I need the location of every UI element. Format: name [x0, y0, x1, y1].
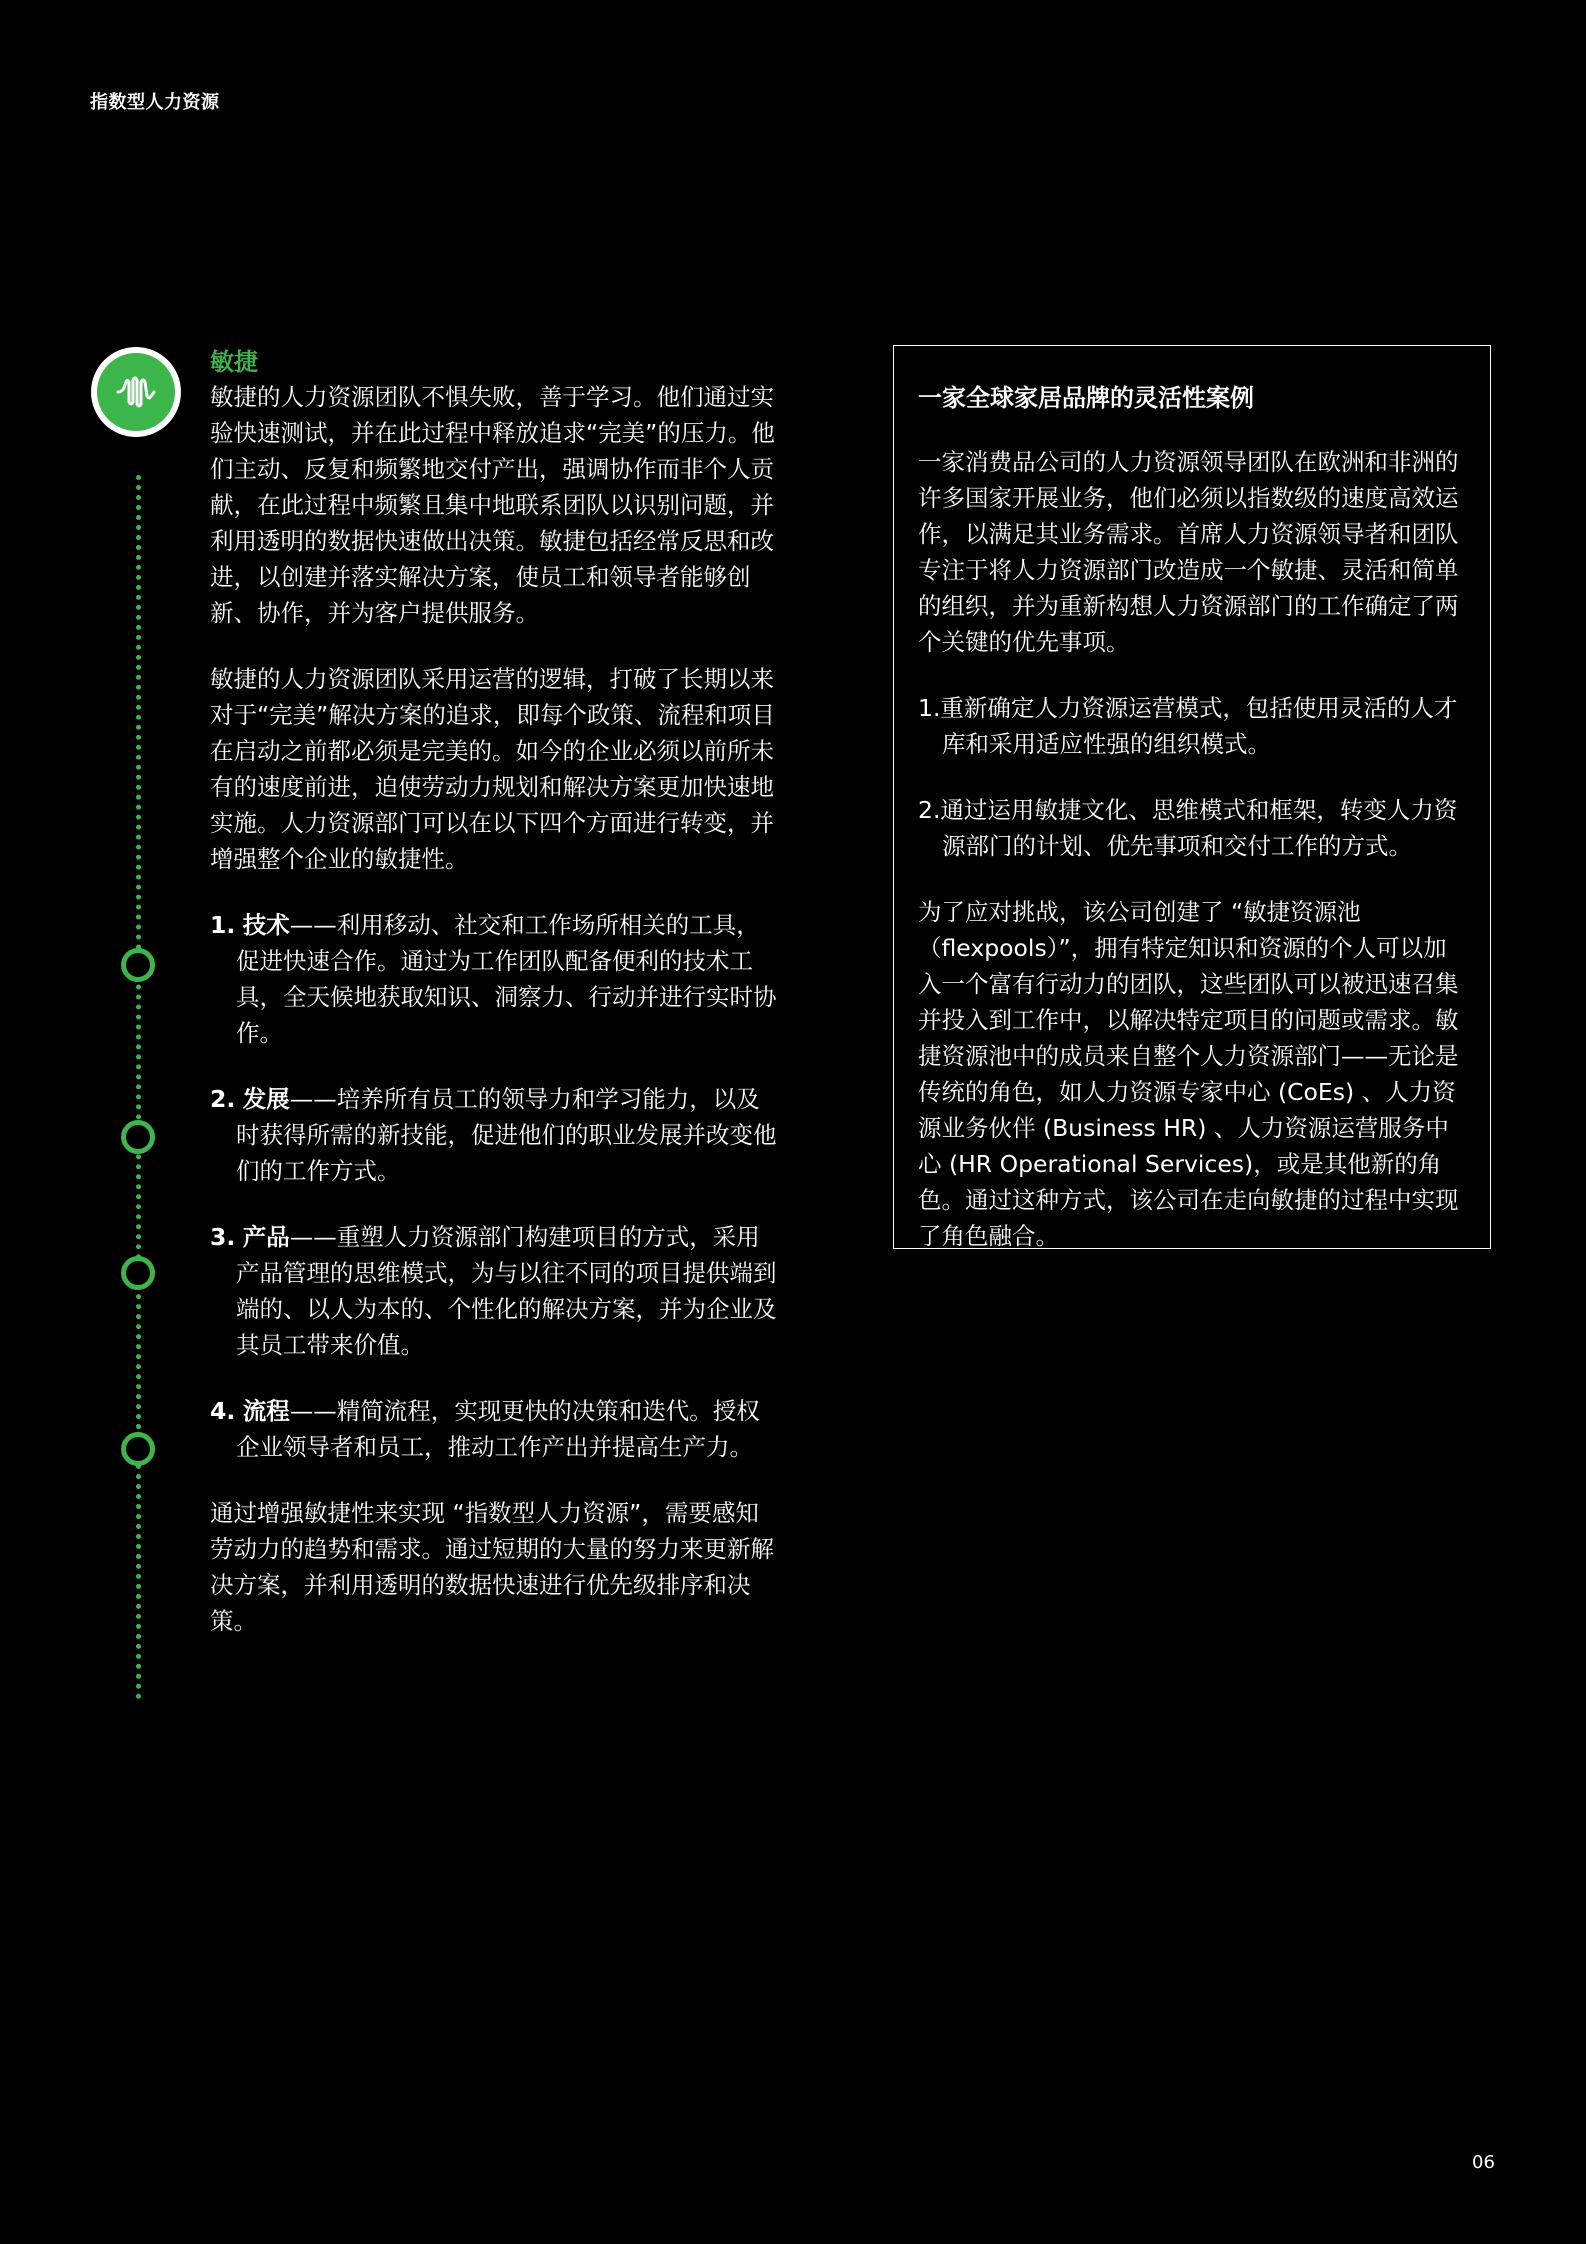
- running-header: 指数型人力资源: [90, 92, 220, 113]
- section-title: 敏捷: [210, 348, 258, 376]
- page-number: 06: [1472, 2152, 1495, 2173]
- list-item: 2.通过运用敏捷文化、思维模式和框架，转变人力资源部门的计划、优先事项和交付工作的方式。: [918, 796, 1458, 860]
- case-study-box: [893, 345, 1491, 1249]
- list-item: 1.重新确定人力资源运营模式，包括使用灵活的人才库和采用适应性强的组织模式。: [918, 694, 1458, 758]
- timeline-node-product: [121, 1256, 155, 1290]
- intro-paragraph-2: 敏捷的人力资源团队采用运营的逻辑，打破了长期以来对于“完美”解决方案的追求，即每个政策、流程和项目在启动之前都必须是完美的。如今的企业必须以前所未有的速度前进，迫使劳动力规划和解决方案更加快速地实施。人力资源部门可以在以下四个方面进行转变，并增强整个企业的敏捷性。: [210, 665, 775, 873]
- case-study-title: 一家全球家居品牌的灵活性案例: [918, 384, 1254, 412]
- list-item: 3. 产品——重塑人力资源部门构建项目的方式，采用产品管理的思维模式，为与以往不同的项目提供端到端的、以人为本的、个性化的解决方案，并为企业及其员工带来价值。: [210, 1223, 777, 1359]
- list-item: 1. 技术——利用移动、社交和工作场所相关的工具，促进快速合作。通过为工作团队配备便利的技术工具，全天候地获取知识、洞察力、行动并进行实时协作。: [210, 911, 777, 1047]
- agility-section: [210, 347, 780, 1669]
- timeline-dotted-line: [136, 475, 141, 1700]
- timeline-node-development: [121, 1120, 155, 1154]
- transformation-list: [210, 907, 780, 1465]
- priority-list: [918, 690, 1466, 864]
- list-item: 4. 流程——精简流程，实现更快的决策和迭代。授权企业领导者和员工，推动工作产出并提高生产力。: [210, 1397, 760, 1461]
- timeline-node-process: [121, 1432, 155, 1466]
- conclusion-paragraph: 通过增强敏捷性来实现 “指数型人力资源”，需要感知劳动力的趋势和需求。通过短期的大量的努力来更新解决方案，并利用透明的数据快速进行优先级排序和决策。: [210, 1499, 774, 1635]
- agile-wave-icon: [91, 347, 181, 437]
- timeline-node-technology: [121, 948, 155, 982]
- list-item: 2. 发展——培养所有员工的领导力和学习能力，以及时获得所需的新技能，促进他们的职业发展并改变他们的工作方式。: [210, 1085, 777, 1185]
- case-study-paragraph-1: 一家消费品公司的人力资源领导团队在欧洲和非洲的许多国家开展业务，他们必须以指数级的速度高效运作，以满足其业务需求。首席人力资源领导者和团队专注于将人力资源部门改造成一个敏捷、灵活和简单的组织，并为重新构想人力资源部门的工作确定了两个关键的优先事项。: [918, 448, 1459, 656]
- case-study-paragraph-2: 为了应对挑战，该公司创建了 “敏捷资源池（flexpools）”，拥有特定知识和资源的个人可以加入一个富有行动力的团队，这些团队可以被迅速召集并投入到工作中，以解决特定项目的问题或需求。敏捷资源池中的成员来自整个人力资源部门——无论是传统的角色，如人力资源专家中心 (CoEs) 、人力资源业务伙伴 (Business HR) 、人力资源运营服务中心 (HR Operational Services)，或是其他新的角色。通过这种方式，该公司在走向敏捷的过程中实现了角色融合。: [918, 898, 1459, 1250]
- intro-paragraph-1: 敏捷的人力资源团队不惧失败，善于学习。他们通过实验快速测试，并在此过程中释放追求“完美”的压力。他们主动、反复和频繁地交付产出，强调协作而非个人贡献，在此过程中频繁且集中地联系团队以识别问题，并利用透明的数据快速做出决策。敏捷包括经常反思和改进，以创建并落实解决方案，使员工和领导者能够创新、协作，并为客户提供服务。: [210, 383, 775, 627]
